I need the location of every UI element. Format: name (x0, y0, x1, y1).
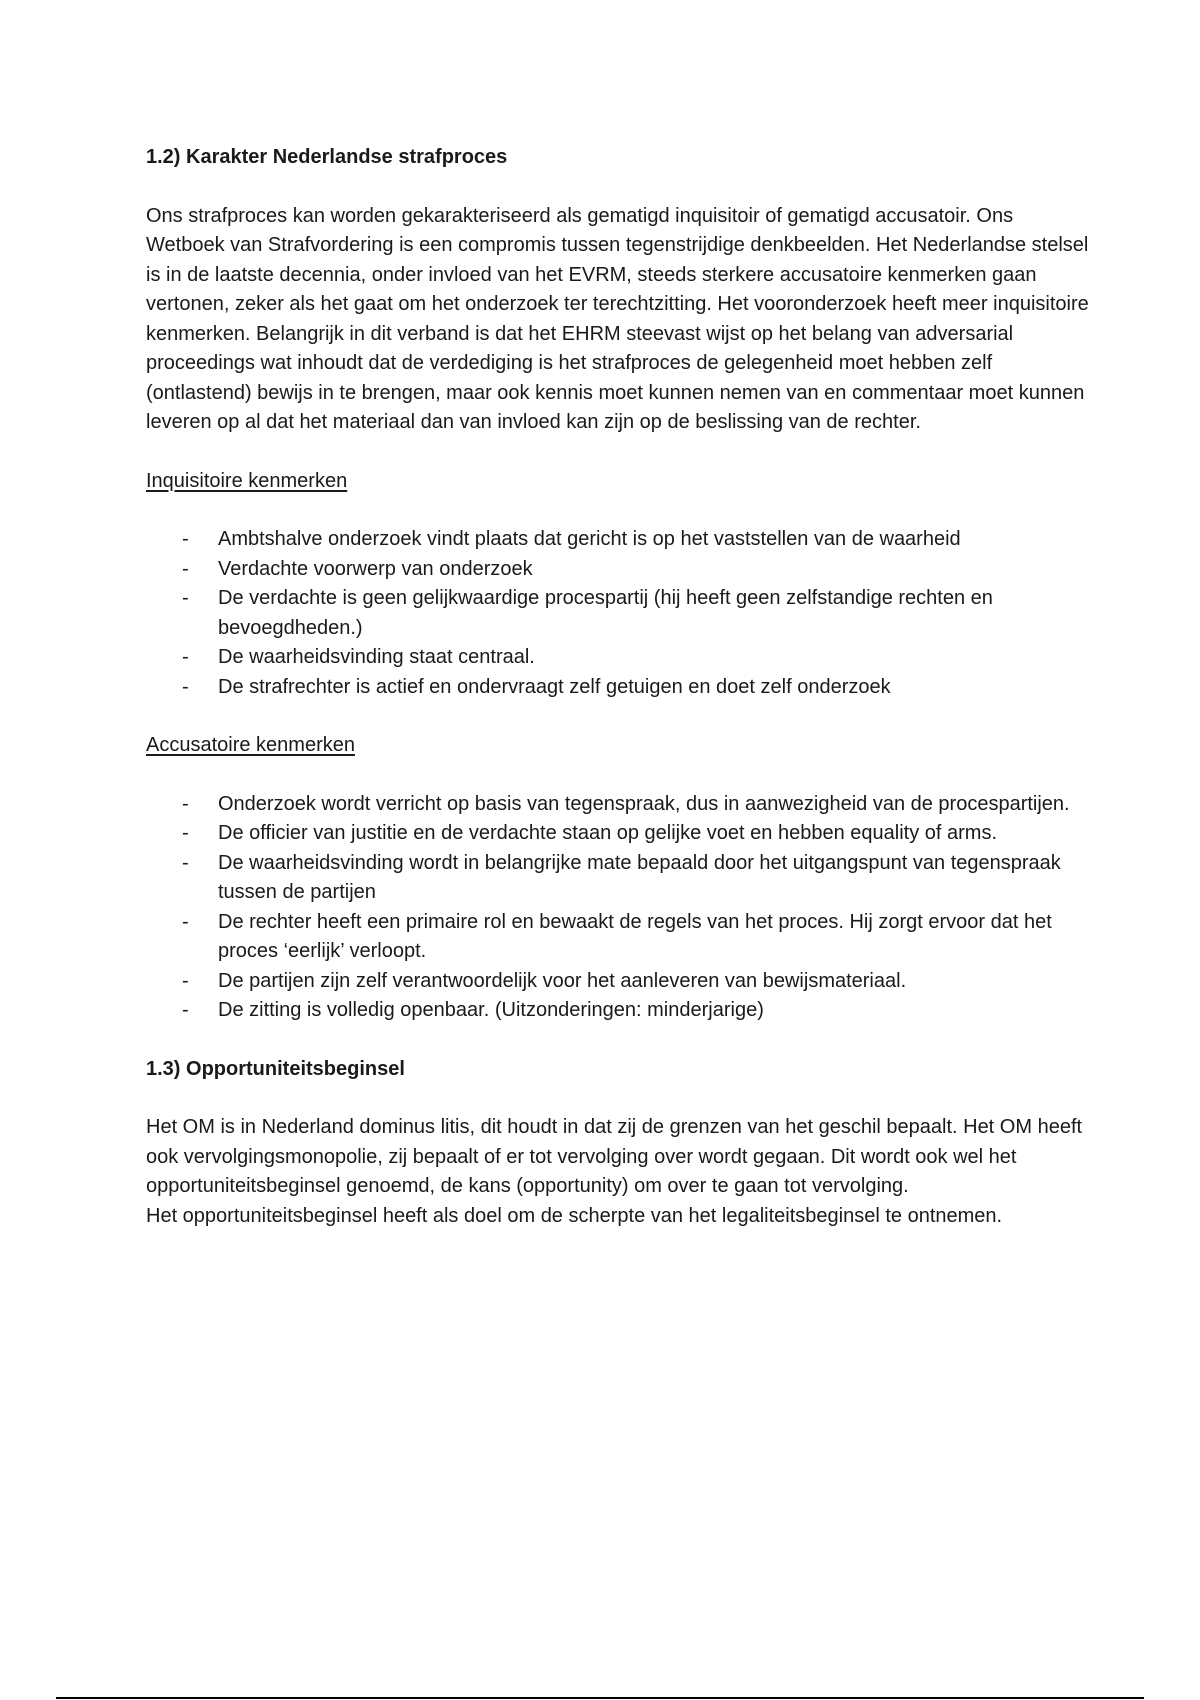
page-bottom-rule (56, 1697, 1144, 1699)
opportuniteit-paragraph-2: Het opportuniteitsbeginsel heeft als doel om de scherpte van het legaliteitsbeginsel te ontnemen. (146, 1204, 1003, 1227)
list-item: - De verdachte is geen gelijkwaardige procespartij (hij heeft geen zelfstandige rechten en bevoegdheden.) (146, 584, 1091, 643)
dash-marker: - (182, 999, 189, 1021)
list-item: - De waarheidsvinding wordt in belangrijke mate bepaald door het uitgangspunt van tegenspraak tussen de partijen (146, 849, 1091, 908)
list-item: - De rechter heeft een primaire rol en bewaakt de regels van het proces. Hij zorgt ervoor dat het proces ‘eerlijk’ verloopt. (146, 908, 1091, 967)
subheading-accusatoir: Accusatoire kenmerken (146, 734, 355, 756)
dash-marker: - (182, 557, 189, 580)
dash-marker: - (182, 528, 189, 550)
list-item: - De zitting is volledig openbaar. (Uitzonderingen: minderjarige) (146, 996, 1091, 1026)
dash-marker: - (182, 910, 189, 933)
dash-marker: - (182, 675, 189, 698)
dash-marker: - (182, 792, 189, 815)
list-item: - Onderzoek wordt verricht op basis van tegenspraak, dus in aanwezigheid van de procespartijen. (146, 790, 1091, 820)
dash-marker: - (182, 969, 189, 992)
inquisitoir-list (146, 525, 1091, 702)
list-item: - De strafrechter is actief en ondervraagt zelf getuigen en doet zelf onderzoek (146, 673, 1091, 703)
section-heading-karakter: 1.2) Karakter Nederlandse strafproces (146, 146, 508, 168)
list-item: - De partijen zijn zelf verantwoordelijk voor het aanleveren van bewijsmateriaal. (146, 967, 1091, 997)
list-item: - Verdachte voorwerp van onderzoek (146, 555, 1091, 585)
dash-marker: - (182, 822, 189, 844)
subheading-inquisitoir: Inquisitoire kenmerken (146, 469, 348, 492)
dash-marker: - (182, 851, 189, 874)
document-page (146, 143, 1091, 1231)
dash-marker: - (182, 587, 189, 609)
intro-paragraph: Ons strafproces kan worden gekarakteriseerd als gematigd inquisitoir of gematigd accusatoir. Ons Wetboek van Strafvordering is een compromis tussen tegenstrijdige denkbeelden. Het Nederlandse stelsel is in de laatste decennia, onder invloed van het EVRM, steeds sterkere accusatoire kenmerken gaan vertonen, zeker als het gaat om het onderzoek ter terechtzitting. Het vooronderzoek heeft meer inquisitoire kenmerken. Belangrijk in dit verband is dat het EHRM steevast wijst op het belang van adversarial proceedings wat inhoudt dat de verdediging is het strafproces de gelegenheid moet hebben zelf (ontlastend) bewijs in te brengen, maar ook kennis moet kunnen nemen van en commentaar moet kunnen leveren op al dat het materiaal dan van invloed kan zijn op de beslissing van de rechter. (146, 204, 1089, 433)
dash-marker: - (182, 646, 189, 668)
list-item: - De waarheidsvinding staat centraal. (146, 643, 1091, 673)
opportuniteit-paragraph-1: Het OM is in Nederland dominus litis, dit houdt in dat zij de grenzen van het geschil bepaalt. Het OM heeft ook vervolgingsmonopolie, zij bepaalt of er tot vervolging over wordt gegaan. Dit wordt ook wel het opportuniteitsbeginsel genoemd, de kans (opportunity) om over te gaan tot vervolging. (146, 1116, 1083, 1197)
section-heading-opportuniteit: 1.3) Opportuniteitsbeginsel (146, 1057, 405, 1080)
accusatoir-list (146, 790, 1091, 1026)
list-item: - De officier van justitie en de verdachte staan op gelijke voet en hebben equality of arms. (146, 819, 1091, 849)
list-item: - Ambtshalve onderzoek vindt plaats dat gericht is op het vaststellen van de waarheid (146, 525, 1091, 555)
